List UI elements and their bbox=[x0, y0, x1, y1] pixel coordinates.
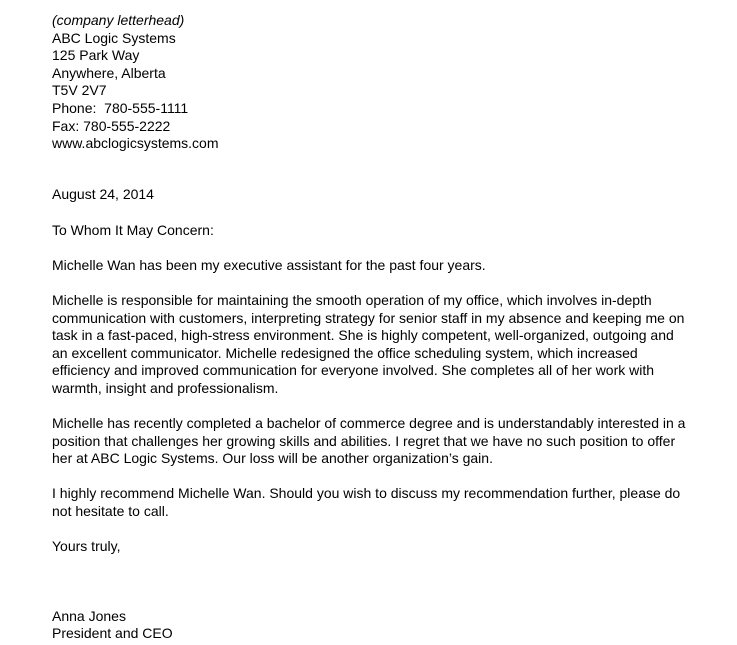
letterhead-fax: Fax: 780-555-2222 bbox=[52, 117, 171, 134]
letterhead-city-province: Anywhere, Alberta bbox=[52, 64, 166, 81]
signature-title: President and CEO bbox=[52, 625, 173, 642]
signature-space bbox=[52, 556, 691, 608]
spacer-after-date bbox=[52, 204, 691, 222]
letterhead-website: www.abclogicsystems.com bbox=[52, 135, 219, 152]
signature-name: Anna Jones bbox=[52, 607, 126, 624]
spacer-after-letterhead-2 bbox=[52, 170, 691, 186]
letterhead-company-name: ABC Logic Systems bbox=[52, 29, 176, 46]
letter-closing: Yours truly, bbox=[52, 538, 121, 555]
letter-date: August 24, 2014 bbox=[52, 186, 154, 203]
body-paragraph-1: Michelle Wan has been my executive assistant for the past four years. bbox=[52, 256, 486, 273]
spacer-after-paragraph-3 bbox=[52, 468, 691, 486]
letterhead-placeholder-note: (company letterhead) bbox=[52, 12, 185, 28]
spacer-after-salutation bbox=[52, 239, 691, 257]
spacer-after-paragraph-2 bbox=[52, 397, 691, 415]
body-paragraph-4: I highly recommend Michelle Wan. Should you wish to discuss my recommendation further, please do not hesitate to call. bbox=[52, 485, 681, 520]
body-paragraph-3: Michelle has recently completed a bachelor of commerce degree and is understandably interested in a position that challenges her growing skills and abilities. I regret that we have no such position to offer her at ABC Logic Systems. Our loss will be another organization’s gain. bbox=[52, 415, 686, 467]
letterhead-phone: Phone: 780-555-1111 bbox=[52, 99, 189, 116]
letterhead-postal-code: T5V 2V7 bbox=[52, 82, 107, 99]
letter-body bbox=[52, 12, 691, 643]
body-paragraph-2: Michelle is responsible for maintaining the smooth operation of my office, which involves in-depth communication with customers, interpreting strategy for senior staff in my absence and keeping me on task in a fast-paced, high-stress environment. She is highly competent, well-organized, outgoing and an excellent communicator. Michelle redesigned the office scheduling system, which increased efficiency and improved communication for everyone involved. She completes all of her work with warmth, insight and professionalism. bbox=[52, 291, 685, 396]
spacer-after-paragraph-1 bbox=[52, 274, 691, 292]
letterhead-street: 125 Park Way bbox=[52, 47, 140, 64]
spacer-after-letterhead bbox=[52, 153, 691, 171]
letter-salutation: To Whom It May Concern: bbox=[52, 221, 214, 238]
spacer-after-paragraph-4 bbox=[52, 521, 691, 539]
letterhead-block bbox=[52, 12, 691, 153]
